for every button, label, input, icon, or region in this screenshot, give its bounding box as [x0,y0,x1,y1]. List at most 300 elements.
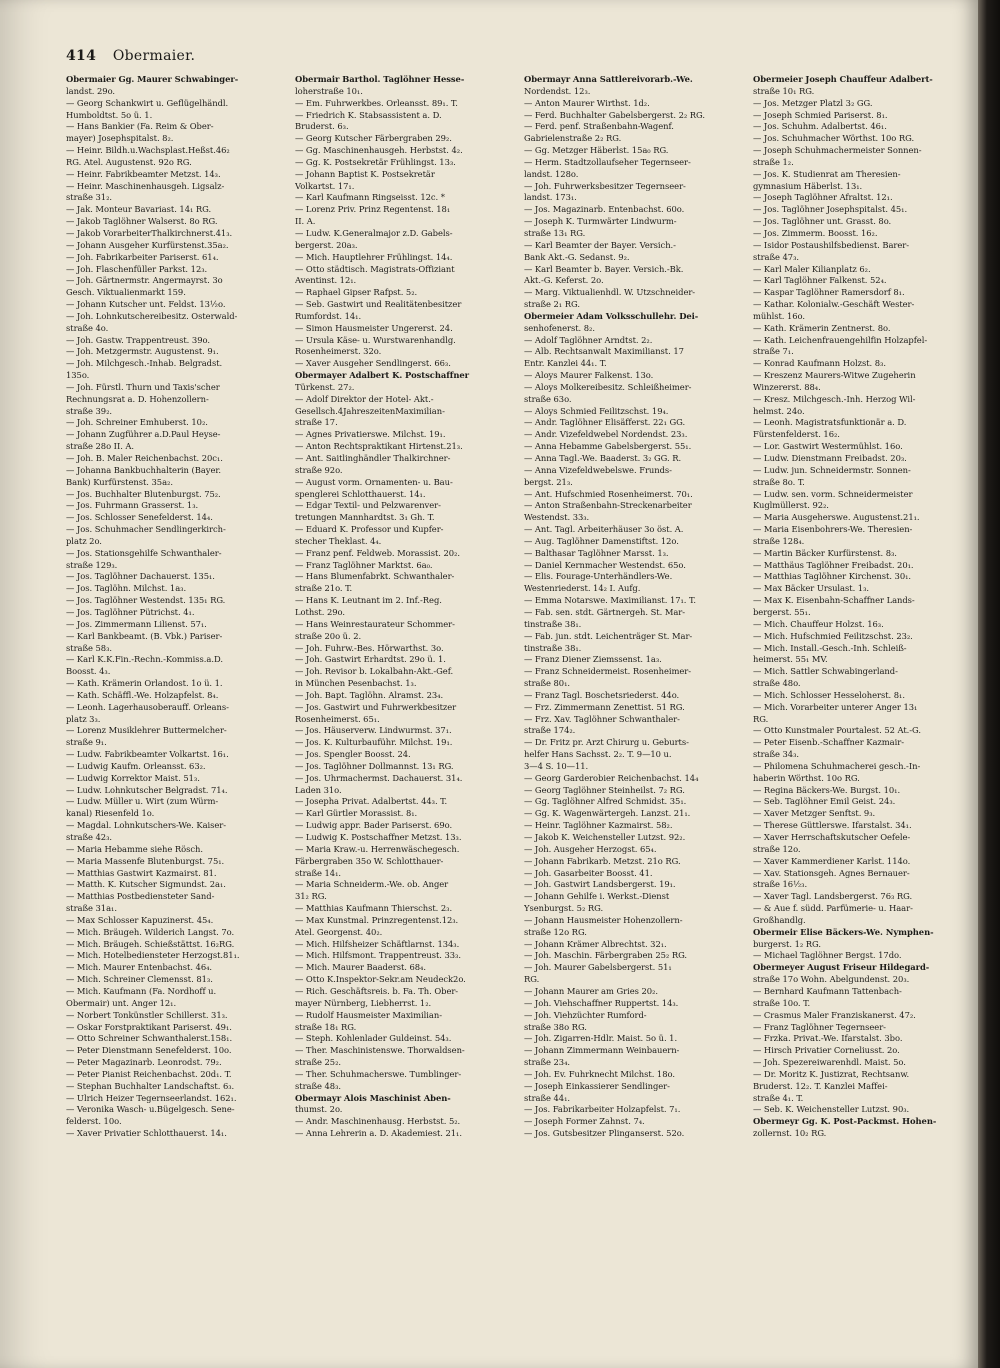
directory-entry-line: — Oskar Forstpraktikant Pariserst. 49₁. [66,1021,232,1032]
directory-entry-line: — Ludwig appr. Bader Pariserst. 69o. [295,820,453,831]
directory-entry-line: Akt.-G. Keferst. 2o. [524,275,604,286]
directory-entry-line: — Karl Beamter der Bayer. Versich.- [524,239,676,250]
directory-entry-line: — Ludw. Lohnkutscher Belgradst. 71₄. [66,784,228,795]
directory-entry-line: Aventinst. 12₁. [295,275,357,286]
directory-entry-line: — Aug. Taglöhner Damenstiftst. 12o. [524,535,679,546]
directory-entry-line: — Joseph Taglöhner Afraltst. 12₁. [753,192,893,203]
running-head: Obermaier. [112,48,196,64]
directory-entry-line: RG. [753,713,769,724]
directory-entry-line: — Dr. Moritz K. Justizrat, Rechtsanw. [753,1068,910,1079]
directory-entry-line: — Joh. B. Maler Reichenbachst. 20c₁. [66,453,223,463]
directory-entry-line: straße 80₁. [524,678,570,689]
directory-entry-line: — Anton Rechtspraktikant Hirtenst.21₃. [295,441,463,452]
directory-entry-line: — Jos. Schuhmacher Sendlingerkirch- [66,524,226,535]
directory-entry-line: — Joh. Viehzüchter Rumford- [524,1009,647,1020]
directory-entry-line: straße 12o. [753,843,801,854]
directory-entry-line: — Johann Ausgeher Kurfürstenst.35a₂. [66,239,229,250]
directory-entry-line: straße 128₄. [753,535,805,546]
directory-entry-line: — Seb. K. Weichensteller Lutzst. 90₃. [753,1104,910,1115]
directory-entry-line: — Xaver Herrschaftskutscher Oefele- [753,832,911,842]
directory-entry-line: landst. 29o. [66,85,116,96]
directory-entry-line: Boosst. 4₃. [66,666,111,677]
directory-entry-line: — Mich. Maurer Entenbachst. 46₄. [66,962,213,973]
surname-heading: Obermaier Gg. Maurer Schwabinger- [66,74,239,84]
directory-entry-line: — Hans Bankier (Fa. Reim & Ober- [66,121,214,132]
directory-entry-line: — Joh. Flaschenfüller Parkst. 12₃. [66,263,208,274]
directory-entry-line: — Joseph Einkassierer Sendlinger- [524,1080,670,1091]
directory-entry-line: — Jos. Taglöhner Dachauerst. 135₁. [66,571,215,582]
directory-entry-line: — Anton Straßenbahn-Streckenarbeiter [524,500,692,511]
directory-entry-line: — Mich. Sattler Schwabingerland- [753,666,898,677]
directory-entry-line: Winzererst. 88₄. [753,381,821,392]
directory-entry-line: straße 44₁. [524,1092,570,1103]
directory-entry-line: — Karl Gürtler Morassist. 8₁. [295,808,418,819]
directory-entry-line: — Gg. K. Postsekretär Frühlingst. 13₃. [295,156,456,167]
directory-entry-line: straße 174₂. [524,725,576,736]
directory-entry-line: Bank) Kurfürstenst. 35a₂. [66,476,173,487]
directory-entry-line: — Georg Garderobier Reichenbachst. 14₄ [524,772,699,783]
directory-entry-line: — Lorenz Priv. Prinz Regentenst. 18₁ [295,204,451,215]
directory-entry-line: — Joh. Maschin. Färbergraben 25₂ RG. [524,950,688,961]
directory-entry-line: haberin Wörthst. 10o RG. [753,772,860,783]
directory-entry-line: — Josepha Privat. Adalbertst. 44₃. T. [295,796,448,807]
directory-entry-line: — Joh. Revisor b. Lokalbahn-Akt.-Gef. [295,666,454,677]
directory-entry-line: straße 63o. [524,393,572,404]
directory-entry-line: — Joh. Gastwirt Landsbergerst. 19₁. [524,879,676,890]
directory-entry-line: — Xaver Tagl. Landsbergerst. 76₃ RG. [753,891,913,902]
directory-entry-line: Atel. Georgenst. 40₂. [295,926,383,937]
directory-entry-line: — Ferd. penf. Straßenbahn-Wagenf. [524,121,674,132]
directory-entry-line: straße 39₂. [66,405,112,416]
book-binding-edge [978,0,1000,1368]
directory-entry-line: — Adolf Direktor der Hotel- Akt.- [295,393,434,404]
directory-entry-line: straße 92o. [295,464,343,475]
directory-entry-line: — Emma Notarswe. Maximilianst. 17₁. T. [524,595,696,606]
directory-entry-line: — Gg. Metzger Häberlst. 15a₀ RG. [524,145,669,156]
directory-entry-line: Entr. Kanzlei 44₁. T. [524,358,607,369]
directory-entry-line: — Mich. Schreiner Clemensst. 81₃. [66,974,213,985]
directory-entry-line: — Joseph Former Zahnst. 7₄. [524,1116,645,1127]
directory-entry-line: — Philomena Schuhmacherei gesch.-In- [753,760,921,771]
directory-entry-line: mayer Nürnberg, Liebherrst. 1₂. [295,997,432,1008]
directory-entry-line: Westendst. 33₃. [524,512,590,523]
directory-entry-line: — Kath. Krämerin Zentnerst. 8o. [753,322,891,333]
directory-entry-line: — Franz Diener Ziemssenst. 1a₃. [524,654,662,665]
directory-entry-line: — Ludwig Kaufm. Orleansst. 63₂. [66,760,206,771]
directory-entry-line: helmst. 24o. [753,405,805,416]
directory-entry-line: — Xaver Kammerdiener Karlst. 114o. [753,855,911,866]
directory-entry-line: — Johann Fabrikarb. Metzst. 21o RG. [524,855,681,866]
directory-entry-line: — Edgar Textil- und Pelzwarenver- [295,500,441,511]
directory-entry-line: — Karl Maler Kilianplatz 6₂. [753,263,871,274]
directory-entry-line: Fürstenfelderst. 16₂. [753,429,840,440]
directory-entry-line: — Ant. Tagl. Arbeiterhäuser 3o öst. A. [524,524,684,535]
directory-entry-line: — Peter Eisenb.-Schaffner Kazmair- [753,737,904,748]
directory-entry-line: — Karl Bankbeamt. (B. Vbk.) Pariser- [66,630,223,641]
directory-entry-line: — Joh. Lohnkutschereibesitz. Osterwald- [66,310,238,321]
directory-entry-line: — Aloys Maurer Falkenst. 13o. [524,370,654,381]
directory-entry-line: RG. Atel. Augustenst. 92o RG. [66,156,192,167]
directory-entry-line: Großhandlg. [753,914,806,925]
directory-entry-line: — Matthias Gastwirt Kazmairst. 81. [66,867,217,878]
directory-entry-line: straße 28o II. A. [66,441,135,452]
directory-entry-line: — Xav. Stationsgeh. Agnes Bernauer- [753,867,910,878]
directory-entry-line: — Joh. Metzgermstr. Augustenst. 9₁. [66,346,219,357]
directory-entry-line: — Ther. Schuhmacherswe. Tumblinger- [295,1068,462,1079]
surname-heading: Obermeier Adam Volksschullehr. Dei- [524,310,699,321]
directory-entry-line: — Mich. Hufschmied Feilitzschst. 23₂. [753,630,913,641]
directory-entry-line: thumst. 2o. [295,1104,343,1115]
directory-entry-line: — Joh. Ev. Fuhrknecht Milchst. 18o. [524,1068,675,1079]
directory-entry-line: helfer Hans Sachsst. 2₂. T. 9—10 u. [524,749,672,760]
directory-entry-line: landst. 128o. [524,168,579,179]
directory-entry-line: — Magdal. Lohnkutschers-We. Kaiser- [66,820,227,831]
directory-entry-line: in München Pesenbachst. 1₃. [295,678,417,689]
directory-entry-line: bergerst. 55₁. [753,606,811,617]
directory-entry-line: — Stephan Buchhalter Landschaftst. 6₃. [66,1080,235,1091]
directory-entry-line: — Mich. Kaufmann (Fa. Nordhoff u. [66,985,217,996]
directory-entry-line: — Georg Schankwirt u. Geflügelhändl. [66,97,229,108]
directory-entry-line: — Joh. Milchgesch.-Inhab. Belgradst. [66,358,223,369]
directory-entry-line: — Kath. Leichenfrauengehilfin Holzapfel- [753,334,928,345]
surname-heading: Obermayr Alois Maschinist Aben- [295,1092,451,1103]
directory-entry-line: — Peter Pianist Reichenbachst. 20d₁. T. [66,1068,232,1079]
directory-entry-line: Laden 31o. [295,784,342,795]
directory-entry-line: — Max Bäcker Ursulast. 1₃. [753,583,869,594]
directory-entry-line: — Joh. Zigarren-Hdlr. Maist. 5o ü. 1. [524,1033,678,1044]
directory-entry-line: — Mich. Bräugeh. Schießstättst. 16₂RG. [66,938,235,949]
directory-entry-line: — Jos. K. Studienrat am Theresien- [753,168,901,179]
page-number: 414 [66,48,97,64]
directory-entry-line: — Gg. Taglöhner Alfred Schmidst. 35₁. [524,796,687,807]
directory-entry-line: II. A. [295,216,316,227]
directory-entry-line: — Hans Blumenfabrkt. Schwanthaler- [295,571,455,582]
directory-entry-line: — Therese Güttlerswe. Ifarstalst. 34₁. [753,820,912,831]
directory-entry-line: — Anna Vizefeldwebelswe. Frunds- [524,464,672,475]
directory-entry-line: — Anna Hebamme Gabelsbergerst. 55₁. [524,441,692,452]
directory-entry-line: straße 13₁ RG. [524,227,586,238]
directory-entry-line: — Aloys Molkereibesitz. Schleißheimer- [524,381,692,392]
directory-entry-line: — Xaver Privatier Schlotthauerst. 14₁. [66,1128,227,1139]
surname-heading: Obermayr Anna Sattlereivorarb.-We. [524,74,693,84]
directory-entry-line: heimerst. 55₁ MV. [753,654,828,665]
directory-entry-line: — Jos. Taglöhner Westendst. 135₁ RG. [66,595,226,606]
directory-entry-line: — Rich. Geschäftsreis. b. Fa. Th. Ober- [295,985,459,996]
directory-entry-line: Gesch. Viktualienmarkt 159. [66,287,186,298]
directory-entry-line: — Jos. Spengler Boosst. 24. [295,749,411,760]
page-header [66,48,946,68]
directory-entry-line: — Johann Zugführer a.D.Paul Heyse- [66,429,221,440]
directory-entry-line: — Jos. Schuhm. Adalbertst. 46₁. [753,121,887,132]
directory-entry-line: — Anna Lehrerin a. D. Akademiest. 21₁. [295,1128,462,1139]
directory-entry-line: — Otto städtisch. Magistrats-Offiziant [295,263,455,274]
directory-entry-line: — Johann Hausmeister Hohenzollern- [524,914,683,925]
directory-entry-line: — Matthäus Taglöhner Freibadst. 20₁. [753,559,914,570]
directory-entry-line: straße 20o ü. 2. [295,630,362,641]
directory-entry-line: — Konrad Kaufmann Holzst. 8₃. [753,358,886,369]
directory-entry-line: — Mich. Vorarbeiter unterer Anger 13₁ [753,701,918,712]
directory-entry-line: — Max Schlosser Kapuzinerst. 45₄. [66,914,214,925]
directory-entry-line: — Jakob Taglöhner Walserst. 8o RG. [66,216,218,227]
directory-entry-line: Rosenheimerst. 65₁. [295,713,380,724]
directory-entry-line: Gesellsch.4JahreszeitenMaximilian- [295,405,445,416]
directory-entry-line: straße 17o Wohn. Abelgundenst. 20₃. [753,974,910,985]
directory-entry-line: — Franz Taglöhner Tegernseer- [753,1021,886,1032]
directory-entry-line: straße 42₃. [66,832,112,842]
directory-entry-line: — Max Kunstmal. Prinzregentenst.12₃. [295,914,459,925]
directory-entry-line: — Anton Maurer Wirthst. 1d₂. [524,97,650,108]
directory-entry-line: — Joseph Schmied Pariserst. 8₁. [753,109,888,120]
directory-entry-line: — Maria Hebamme siehe Rösch. [66,843,203,854]
directory-entry-line: Rechnungsrat a. D. Hohenzollern- [66,393,209,404]
directory-entry-line: — Jak. Monteur Bavariast. 14₁ RG. [66,204,212,215]
directory-entry-line: — Otto Schreiner Schwanthalerst.158₁. [66,1033,233,1044]
directory-entry-line: — Frz. Xav. Taglöhner Schwanthaler- [524,713,680,724]
directory-entry-line: Bruderst. 6₃. [295,121,349,132]
directory-entry-line: — Frz. Zimmermann Zenettist. 51 RG. [524,701,685,712]
directory-entry-line: — Joh. Spezereiwarenhdl. Maist. 5o. [753,1057,906,1068]
directory-entry-line: — Ludw. Müller u. Wirt (zum Würm- [66,796,219,807]
directory-entry-line: Ysenburgst. 5₂ RG. [524,903,604,914]
directory-entry-line: — Mich. Schlosser Hesseloherst. 8₁. [753,689,905,700]
directory-entry-line: Nordendst. 12₃. [524,85,591,96]
directory-entry-line: — Ludw. Dienstmann Freibadst. 20₃. [753,453,907,463]
directory-entry-line: — Ursula Käse- u. Wurstwarenhandlg. [295,334,456,345]
directory-entry-line: — Jos. Fuhrmann Grasserst. 1₃. [66,500,199,511]
directory-entry-line: platz 2o. [66,535,102,546]
directory-entry-line: spenglerei Schlotthauerst. 14₁. [295,488,426,499]
surname-heading: Obermayer Adalbert K. Postschaffner [295,370,470,381]
directory-entry-line: — Joh. Fabrikarbeiter Pariserst. 61₄. [66,251,219,262]
directory-entry-line: straße 10o. T. [753,997,811,1008]
directory-entry-line: — Johann Zimmermann Weinbauern- [524,1045,680,1056]
directory-entry-line: Lothst. 29o. [295,606,345,617]
directory-entry-line: — Ludwig Korrektor Maist. 51₃. [66,772,200,783]
directory-entry-line: — Gg. K. Wagenwärtergeh. Lanzst. 21₁. [524,808,691,819]
directory-entry-line: — Mich. Hauptlehrer Frühlingst. 14₄. [295,251,453,262]
directory-entry-line: — Dr. Fritz pr. Arzt Chirurg u. Geburts- [524,737,689,748]
surname-heading: Obermeier Joseph Chauffeur Adalbert- [753,74,933,84]
directory-entry-line: — Jos. Magazinarb. Entenbachst. 60o. [524,204,685,215]
directory-entry-line: tinstraße 38₁. [524,642,582,653]
directory-entry-line: — Xaver Ausgeher Sendlingerst. 66₃. [295,358,451,369]
directory-entry-line: — Joseph K. Turmwärter Lindwurm- [524,216,677,227]
directory-entry-line: — Xaver Metzger Senftst. 9₃. [753,808,876,819]
directory-entry-line: — Joh. Gärtnermstr. Angermayrst. 3o [66,275,223,286]
directory-entry-line: 135o. [66,370,90,381]
directory-entry-line: — Mich. Hotelbediensteter Herzogst.81₁. [66,950,240,961]
directory-entry-line: felderst. 10o. [66,1116,122,1127]
directory-entry-line: — Martin Bäcker Kurfürstenst. 8₃. [753,547,897,558]
directory-entry-line: — Joh. Fürstl. Thurn und Taxis'scher [66,381,220,392]
directory-entry-line: landst. 173₁. [524,192,577,203]
directory-entry-line: straße 1₂. [753,156,794,167]
column-3 [524,74,754,1364]
directory-entry-line: zollernst. 10₂ RG. [753,1128,827,1139]
directory-entry-line: — Fab. jun. stdt. Leichenträger St. Mar- [524,630,693,641]
directory-entry-line: — Ludwig K. Postschaffner Metzst. 13₃. [295,832,462,842]
directory-entry-line: — Andr. Taglöhner Elisäfferst. 22₁ GG. [524,417,686,428]
directory-entry-line: straße 14₁. [295,867,341,878]
directory-entry-line: — Johann Maurer am Gries 20₂. [524,985,658,996]
directory-entry-line: straße 4o. [66,322,109,333]
directory-entry-line: — Ant. Hufschmied Rosenheimerst. 70₁. [524,488,693,499]
surname-heading: Obermeyr Gg. K. Post-Packmst. Hohen- [753,1116,937,1127]
directory-entry-line: — Herm. Stadtzollaufseher Tegernseer- [524,156,691,167]
directory-entry-line: burgerst. 1₂ RG. [753,938,821,949]
directory-entry-line: straße 12o RG. [524,926,587,937]
directory-entry-line: — Jos. Gastwirt und Fuhrwerkbesitzer [295,701,457,712]
surname-heading: Obermeir Elise Bäckers-We. Nymphen- [753,926,934,937]
directory-entry-line: — Seb. Gastwirt und Realitätenbesitzer [295,299,462,310]
directory-entry-line: — Jakob VorarbeiterThalkirchnerst.41₃. [66,227,233,238]
directory-entry-line: — Karl Kaufmann Ringseisst. 12c. * [295,192,445,203]
directory-entry-line: — Joh. Viehschaffner Ruppertst. 14₃. [524,997,679,1008]
directory-entry-line: — Matthias Kaufmann Thierschst. 2₃. [295,903,453,914]
directory-entry-line: — Kaspar Taglöhner Ramersdorf 8₁. [753,287,905,298]
directory-entry-line: — Jos. Taglöhner unt. Grasst. 8o. [753,216,892,227]
directory-entry-line: straße 38o RG. [524,1021,587,1032]
directory-entry-line: — Regina Bäckers-We. Burgst. 10₁. [753,784,901,795]
directory-entry-line: straße 21o. T. [295,583,353,594]
directory-entry-line: — Franz Tagl. Boschetsriederst. 44o. [524,689,680,700]
directory-entry-line: tretungen Mannhardtst. 3₁ Gh. T. [295,512,435,523]
directory-entry-line: — Joh. Fuhrwerksbesitzer Tegernseer- [524,180,686,191]
directory-entry-line: straße 17. [295,417,338,428]
directory-entry-line: — Andr. Maschinenhausg. Herbstst. 5₂. [295,1116,461,1127]
directory-entry-line: 31₂ RG. [295,891,327,902]
directory-entry-line: — Fab. sen. stdt. Gärtnergeh. St. Mar- [524,606,686,617]
directory-entry-line: — Johann Baptist K. Postsekretär [295,168,435,179]
directory-entry-line: straße 4₁. T. [753,1092,804,1103]
directory-entry-line: — Em. Fuhrwerkbes. Orleansst. 89₁. T. [295,97,458,108]
directory-entry-line: — Ludw. K.Generalmajor z.D. Gabels- [295,227,453,238]
directory-entry-line: — Mich. Chauffeur Holzst. 16₃. [753,618,884,629]
directory-entry-line: Gabrielenstraße 2₂ RG. [524,133,622,144]
directory-entry-line: — Veronika Wasch- u.Bügelgesch. Sene- [66,1104,235,1115]
directory-entry-line: straße 7₁. [753,346,794,357]
directory-entry-line: — Balthasar Taglöhner Marsst. 1₃. [524,547,669,558]
directory-entry-line: straße 31a₁. [66,903,117,914]
directory-entry-line: straße 48o. [753,678,801,689]
directory-entry-line: — Eduard K. Professor und Kupfer- [295,524,444,535]
directory-entry-line: — Franz penf. Feldweb. Morassist. 20₂. [295,547,460,558]
directory-entry-line: — Johann Kutscher unt. Feldst. 13½o. [66,299,226,310]
directory-entry-line: straße 2₁ RG. [524,299,580,310]
directory-entry-line: — Joseph Schuhmachermeister Sonnen- [753,145,922,156]
directory-entry-line: — Isidor Postaushilfsbedienst. Barer- [753,239,910,250]
column-2 [295,74,525,1364]
directory-entry-line: — Mich. Bräugeh. Wilderich Langst. 7o. [66,926,235,937]
directory-entry-line: — Peter Magazinarb. Leonrodst. 79₂. [66,1057,222,1068]
directory-entry-line: — Joh. Gasarbeiter Boosst. 41. [524,867,653,878]
directory-entry-line: — Agnes Privatierswe. Milchst. 19₁. [295,429,446,440]
directory-entry-line: bergst. 21₃. [524,476,573,487]
directory-entry-line: — Matthias Taglöhner Kirchenst. 30₁. [753,571,912,582]
directory-entry-line: — Bernhard Kaufmann Tattenbach- [753,985,902,996]
directory-entry-line: — Mich. Hilfsheizer Schäftlarnst. 134₃. [295,938,460,949]
directory-entry-line: Volkartst. 17₁. [295,180,355,191]
directory-entry-line: — Crasmus Maler Franziskanerst. 47₂. [753,1009,916,1020]
directory-entry-line: — Jos. Buchhalter Blutenburgst. 75₂. [66,488,221,499]
directory-entry-line: — Leonh. Magistratsfunktionär a. D. [753,417,907,428]
directory-entry-line: — Jos. Stationsgehilfe Schwanthaler- [66,547,222,558]
directory-entry-line: — Jos. Taglöhner Dollmannst. 13₁ RG. [295,760,454,771]
directory-entry-line: senhofenerst. 8₂. [524,322,595,333]
directory-entry-line: — Matthias Postbediensteter Sand- [66,891,215,902]
surname-heading: Obermeyer August Friseur Hildegard- [753,962,930,973]
directory-entry-line: stecher Theklast. 4₄. [295,535,382,546]
directory-entry-line: — Karl Beamter b. Bayer. Versich.-Bk. [524,263,684,274]
column-4 [753,74,975,1364]
directory-entry-line: — Mich. Hilfsmont. Trappentreust. 33₃. [295,950,461,961]
directory-entry-line: Bank Akt.-G. Sedanst. 9₂. [524,251,630,262]
directory-entry-line: Westenriederst. 14₂ I. Aufg. [524,583,641,594]
directory-entry-line: — Jos. Taglöhner Pütrichst. 4₁. [66,606,195,617]
directory-entry-line: — Seb. Taglöhner Emil Geist. 24₃. [753,796,896,807]
directory-entry-line: — Heinr. Fabrikbeamter Metzst. 14₃. [66,168,221,179]
directory-entry-line: — Ulrich Heizer Tegernseerlandst. 162₁. [66,1092,237,1103]
directory-entry-line: — Friedrich K. Stabsassistent a. D. [295,109,442,120]
directory-entry-line: — Norbert Tonkünstler Schillerst. 31₃. [66,1009,228,1020]
directory-entry-line: — Maria Ausgeherswe. Augustenst.21₁. [753,512,920,523]
directory-entry-line: mühlst. 16o. [753,310,806,321]
directory-entry-line: Rosenheimerst. 32o. [295,346,382,357]
directory-entry-line: — Franz Taglöhner Marktst. 6a₀. [295,559,433,570]
directory-entry-line: — Alb. Rechtsanwalt Maximilianst. 17 [524,346,684,357]
directory-entry-line: kanal) Riesenfeld 1o. [66,808,155,819]
directory-entry-line: — Jos. Metzger Platzl 3₂ GG. [753,97,873,108]
directory-entry-line: — Rudolf Hausmeister Maximilian- [295,1009,442,1020]
directory-entry-line: straße 9₁. [66,737,107,748]
directory-entry-line: — Kath. Schäffl.-We. Holzapfelst. 8₄. [66,689,219,700]
directory-entry-line: — Adolf Taglöhner Arndtst. 2₂. [524,334,653,345]
directory-entry-line: — Joh. Gastwirt Erhardtst. 29o ü. 1. [295,654,446,665]
directory-entry-line: — Ludw. jun. Schneidermstr. Sonnen- [753,464,911,475]
directory-entry-line: straße 58₃. [66,642,112,653]
directory-entry-line: — Ludw. sen. vorm. Schneidermeister [753,488,913,499]
directory-entry-line: — Joh. Ausgeher Herzogst. 65₄. [524,843,657,854]
directory-entry-line: — Maria Massenfe Blutenburgst. 75₁. [66,855,225,866]
directory-entry-line: — Kathar. Kolonialw.-Geschäft Wester- [753,299,915,310]
directory-entry-line: Rumfordst. 14₁. [295,310,362,321]
directory-entry-line: — Marg. Viktualienhdl. W. Utzschneider- [524,287,696,298]
directory-entry-line: — Jos. Zimmerm. Boosst. 16₂. [753,227,878,238]
directory-entry-line: 3—4 S. 10—11. [524,760,589,771]
directory-entry-line: straße 16½₃. [753,879,808,890]
directory-entry-line: — Gg. Maschinenhausgeh. Herbstst. 4₂. [295,145,463,156]
directory-entry-line: — Peter Dienstmann Senefelderst. 10o. [66,1045,232,1056]
directory-entry-line: — Frzka. Privat.-We. Ifarstalst. 3bo. [753,1033,903,1044]
directory-entry-line: — Jos. Uhrmachermst. Dachauerst. 31₄. [295,772,463,783]
directory-entry-line: — Karl K.K.Fin.-Rechn.-Kommiss.a.D. [66,654,223,665]
directory-entry-line: straße 129₃. [66,559,118,570]
directory-entry-line: — Karl Taglöhner Falkenst. 52₄. [753,275,887,286]
directory-entry-line: — Steph. Kohlenlader Guldeinst. 54₃. [295,1033,452,1044]
directory-entry-line: — Kath. Krämerin Orlandost. 1o ü. 1. [66,678,223,689]
directory-entry-line: — Hans K. Leutnant im 2. Inf.-Reg. [295,595,442,606]
directory-entry-line: — Ferd. Buchhalter Gabelsbergerst. 2₂ RG. [524,109,705,120]
directory-entry-line: Kuglmüllerst. 92₂. [753,500,829,511]
directory-entry-line: — August vorm. Ornamenten- u. Bau- [295,476,453,487]
directory-entry-line: — Lorenz Musiklehrer Buttermelcher- [66,725,227,736]
directory-entry-line: — Maria Eisenbohrers-We. Theresien- [753,524,913,535]
directory-entry-line: straße 47₃. [753,251,799,262]
directory-entry-line: tinstraße 38₁. [524,618,582,629]
directory-entry-line: — Joh. Gastw. Trappentreust. 39o. [66,334,210,345]
directory-entry-line: — Maria Kraw.-u. Herrenwäschegesch. [295,843,460,854]
directory-entry-line: platz 3₃. [66,713,101,724]
